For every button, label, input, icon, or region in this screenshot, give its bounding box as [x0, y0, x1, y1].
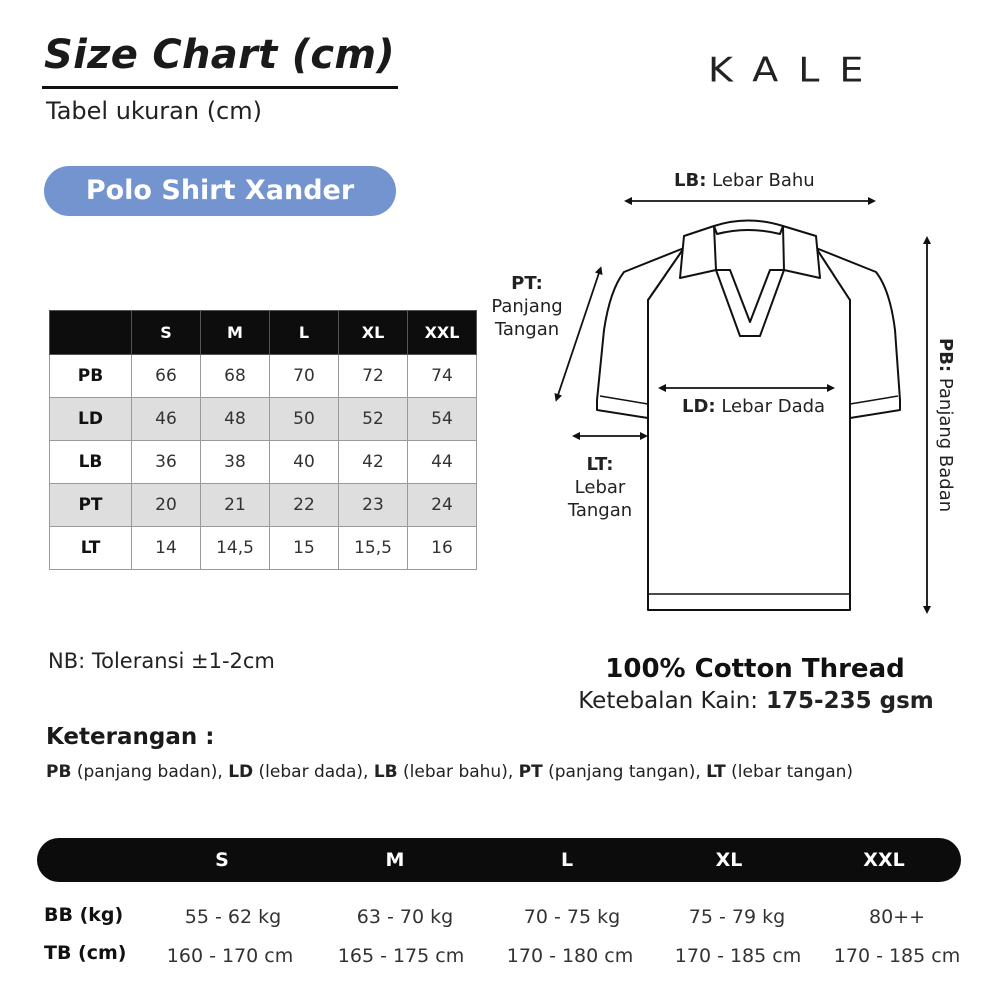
page-subtitle: Tabel ukuran (cm) — [46, 97, 262, 125]
row-label: LB — [50, 441, 132, 484]
table-cell: 23 — [339, 484, 408, 527]
table-cell: 15 — [270, 527, 339, 570]
bb-row-label: BB (kg) — [44, 904, 124, 926]
tb-row-label: TB (cm) — [44, 942, 127, 964]
table-cell: 52 — [339, 398, 408, 441]
title-underline — [42, 86, 398, 89]
size-col-header: M — [201, 311, 270, 355]
table-row — [50, 398, 477, 441]
pt-label: PT: Panjang Tangan — [491, 273, 563, 340]
table-row — [50, 484, 477, 527]
table-cell: 21 — [201, 484, 270, 527]
table-cell: 50 — [270, 398, 339, 441]
size-table — [49, 310, 477, 570]
row-label: LT — [50, 527, 132, 570]
table-cell: 36 — [132, 441, 201, 484]
row-label: LD — [50, 398, 132, 441]
table-cell: 70 — [270, 355, 339, 398]
tolerance-note: NB: Toleransi ±1-2cm — [48, 649, 275, 673]
brand-logo: KALE — [708, 50, 884, 90]
table-cell: 72 — [339, 355, 408, 398]
pb-label: PB: Panjang Badan — [935, 338, 956, 513]
tb-value: 165 - 175 cm — [337, 945, 465, 967]
table-cell: 14,5 — [201, 527, 270, 570]
fit-size-header-cell: XXL — [863, 849, 905, 871]
bb-value: 75 - 79 kg — [688, 906, 786, 928]
lt-label: LT: Lebar Tangan — [567, 454, 633, 521]
thread-info: 100% Cotton Thread — [605, 654, 905, 684]
size-col-header: XL — [339, 311, 408, 355]
product-name-badge: Polo Shirt Xander — [44, 166, 396, 216]
fit-size-header-cell: XL — [715, 849, 743, 871]
size-col-header: S — [132, 311, 201, 355]
bb-value: 70 - 75 kg — [523, 906, 621, 928]
fit-size-header-cell: L — [560, 849, 574, 871]
table-cell: 46 — [132, 398, 201, 441]
size-col-header: L — [270, 311, 339, 355]
lb-label: LB: Lebar Bahu — [674, 170, 815, 191]
table-cell: 14 — [132, 527, 201, 570]
bb-value: 63 - 70 kg — [356, 906, 454, 928]
ld-label: LD: Lebar Dada — [682, 396, 826, 417]
size-table-corner — [50, 311, 132, 355]
table-row — [50, 355, 477, 398]
fabric-thickness: Ketebalan Kain: 175-235 gsm — [578, 688, 934, 714]
table-cell: 42 — [339, 441, 408, 484]
table-cell: 48 — [201, 398, 270, 441]
table-cell: 54 — [408, 398, 477, 441]
bb-value: 80++ — [868, 906, 926, 928]
tb-value: 170 - 180 cm — [506, 945, 634, 967]
tb-value: 170 - 185 cm — [674, 945, 802, 967]
table-cell: 68 — [201, 355, 270, 398]
row-label: PT — [50, 484, 132, 527]
table-cell: 20 — [132, 484, 201, 527]
size-col-header: XXL — [408, 311, 477, 355]
fit-size-header-cell: M — [385, 849, 405, 871]
table-cell: 24 — [408, 484, 477, 527]
fit-size-header — [37, 838, 961, 882]
table-cell: 22 — [270, 484, 339, 527]
page-title: Size Chart (cm) — [44, 32, 395, 78]
fit-size-header-cell: S — [215, 849, 229, 871]
row-label: PB — [50, 355, 132, 398]
tb-value: 160 - 170 cm — [166, 945, 294, 967]
table-cell: 15,5 — [339, 527, 408, 570]
table-cell: 16 — [408, 527, 477, 570]
bb-value: 55 - 62 kg — [184, 906, 282, 928]
legend-title: Keterangan : — [46, 724, 215, 750]
table-cell: 38 — [201, 441, 270, 484]
table-cell: 66 — [132, 355, 201, 398]
table-row — [50, 527, 477, 570]
tb-value: 170 - 185 cm — [833, 945, 961, 967]
size-table-header-row — [50, 311, 477, 355]
table-cell: 44 — [408, 441, 477, 484]
legend-text: PB (panjang badan), LD (lebar dada), LB (lebar bahu), PT (panjang tangan), LT (lebar tangan) — [46, 762, 854, 782]
table-row — [50, 441, 477, 484]
table-cell: 40 — [270, 441, 339, 484]
table-cell: 74 — [408, 355, 477, 398]
